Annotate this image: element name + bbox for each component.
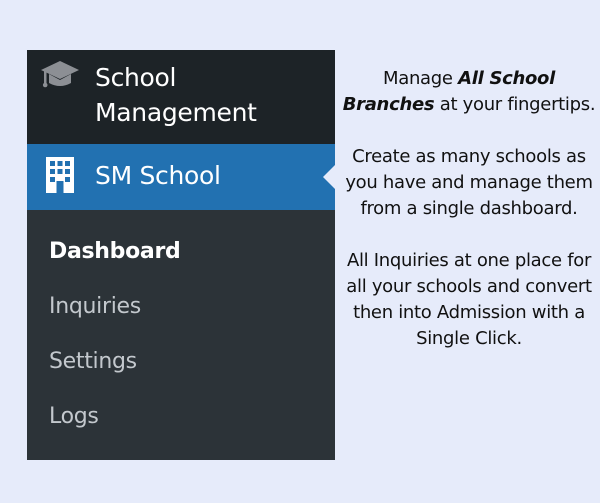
sidebar-header-title: School Management: [95, 63, 257, 127]
graduation-cap-icon: [40, 58, 80, 92]
promo-emphasis: All School Branches: [342, 68, 555, 115]
promo-paragraph-inquiries: All Inquiries at one place for all your schools and convert then into Admission with a Single Click.: [346, 250, 592, 349]
sidebar-item-sm-school[interactable]: [27, 144, 335, 210]
submenu-item-settings[interactable]: Settings: [49, 349, 137, 374]
promo-paragraph-branches: [340, 66, 598, 118]
submenu-item-logs[interactable]: Logs: [49, 404, 99, 429]
promo-text: [340, 66, 598, 352]
submenu-item-inquiries[interactable]: Inquiries: [49, 294, 141, 319]
submenu-item-dashboard[interactable]: Dashboard: [49, 239, 181, 264]
building-icon: [46, 157, 74, 193]
sidebar-menu-school-management[interactable]: [27, 50, 335, 144]
promo-text-prefix: Manage: [382, 68, 459, 89]
current-menu-indicator: [323, 165, 335, 189]
sidebar-item-label: SM School: [95, 161, 221, 190]
submenu: [27, 210, 335, 460]
admin-sidebar: [27, 50, 335, 460]
promo-paragraph-schools: Create as many schools as you have and manage them from a single dashboard.: [345, 146, 593, 219]
promo-text-suffix: at your fingertips.: [434, 94, 596, 115]
